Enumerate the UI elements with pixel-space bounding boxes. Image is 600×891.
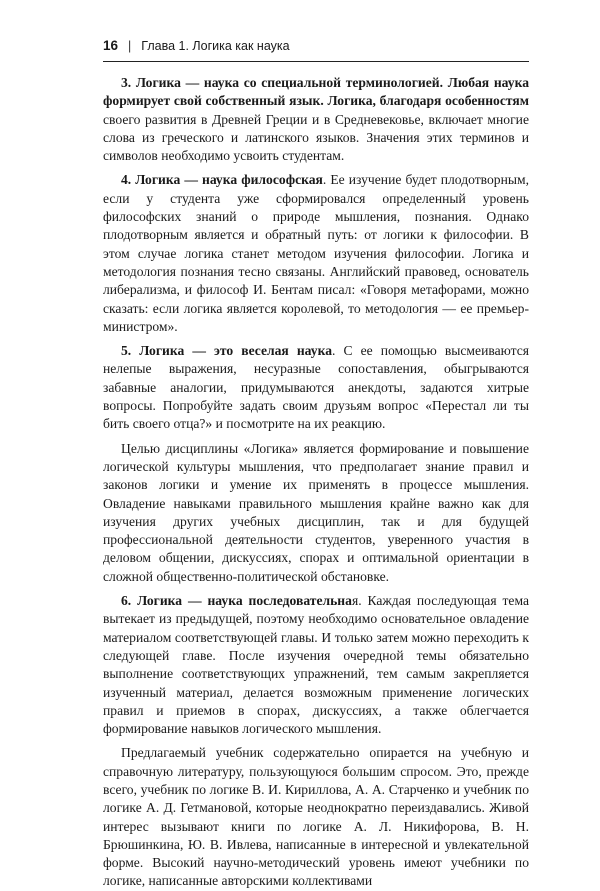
page-number: 16 bbox=[103, 38, 119, 53]
paragraph-terminology bbox=[103, 74, 529, 165]
paragraph-text: Предлагаемый учебник содержательно опирается на учебную и справочную литературу, пользующуюся большим спросом. Это, прежде всего, учебник по логике В. И. Кириллова, А. А. Старченко и учебник по логике А. Д. Гетмановой, которые неоднократно переиздавались. Живой интерес вызывают книги по логике А. Л. Никифорова, В. Н. Брюшинкина, Ю. В. Ивлева, написанные в интересной и увлекательной форме. Высокий научно-методический уровень имеют учебники по логике, написанные авторскими коллективами bbox=[103, 745, 529, 889]
paragraph-cheerful bbox=[103, 342, 529, 433]
paragraph-lead: 4. Логика — наука философская bbox=[121, 172, 323, 188]
paragraph-bold-text: Любая наука формирует свой собственный язык. Логика, благодаря особенностям bbox=[103, 75, 530, 109]
running-header bbox=[103, 38, 529, 62]
paragraph-consistent bbox=[103, 592, 529, 738]
paragraph-textbook-sources bbox=[103, 744, 529, 890]
paragraph-text: . Ее изучение будет плодотворным, если у студента уже сформировался определенный уровень философских знаний о природе мышления, познания. Однако плодотворным является и обратный путь: от логики к философии. В этом случае логика станет методом изучения философии. Логика и методология познания тесно связаны. Английский правовед, основатель либерализма, и философ И. Бентам писал: «Говоря метафорами, можно сказать: если логика является королевой, то методология — ее премьер-министром». bbox=[103, 172, 529, 334]
book-page bbox=[103, 38, 529, 891]
header-separator: | bbox=[128, 39, 132, 53]
paragraph-text: своего развития в Древней Греции и в Средневековье, включает многие слова из греческого и латинского языков. Значения этих терминов и символов необходимо усвоить студентам. bbox=[103, 111, 529, 164]
paragraph-lead: 6. Логика — наука последовательна bbox=[121, 593, 352, 609]
paragraph-philosophical bbox=[103, 171, 529, 336]
paragraph-text: . С ее помощью высмеиваются нелепые выражения, несуразные сопоставления, обыгрываются забавные аналогии, придумываются анекдоты, задаются хитрые вопросы. Попробуйте задать своим друзьям вопрос «Перестал ли ты бить своего отца?» и посмотрите на их реакцию. bbox=[103, 343, 529, 432]
paragraph-lead: 5. Логика — это веселая наука bbox=[121, 343, 333, 359]
paragraph-lead: 3. Логика — наука со специальной терминологией. bbox=[121, 75, 443, 90]
chapter-title: Глава 1. Логика как наука bbox=[141, 39, 290, 53]
paragraph-text: я. Каждая последующая тема вытекает из предыдущей, поэтому необходимо основательное овладение материалом соответствующей главы. И только затем можно переходить к следующей главе. После изучения очередной темы обязательно выполнение соответствующих упражнений, тем самым закрепляется изученный материал, делается возможным применение логических правил и приемов в спорах, дискуссиях, а также облегчается формирование навыков логического мышления. bbox=[103, 593, 529, 737]
paragraph-text: Целью дисциплины «Логика» является формирование и повышение логической культуры мышления, что предполагает знание правил и законов логики и умение их применять в процессе мышления. Овладение навыками правильного мышления крайне важно как для изучения других учебных дисциплин, так и для будущей профессиональной деятельности студентов, уверенного участия в деловом общении, дискуссиях, спорах и оптимальной ориентации в сложной общественно-политической обстановке. bbox=[103, 440, 529, 584]
paragraph-discipline-goal bbox=[103, 440, 529, 586]
